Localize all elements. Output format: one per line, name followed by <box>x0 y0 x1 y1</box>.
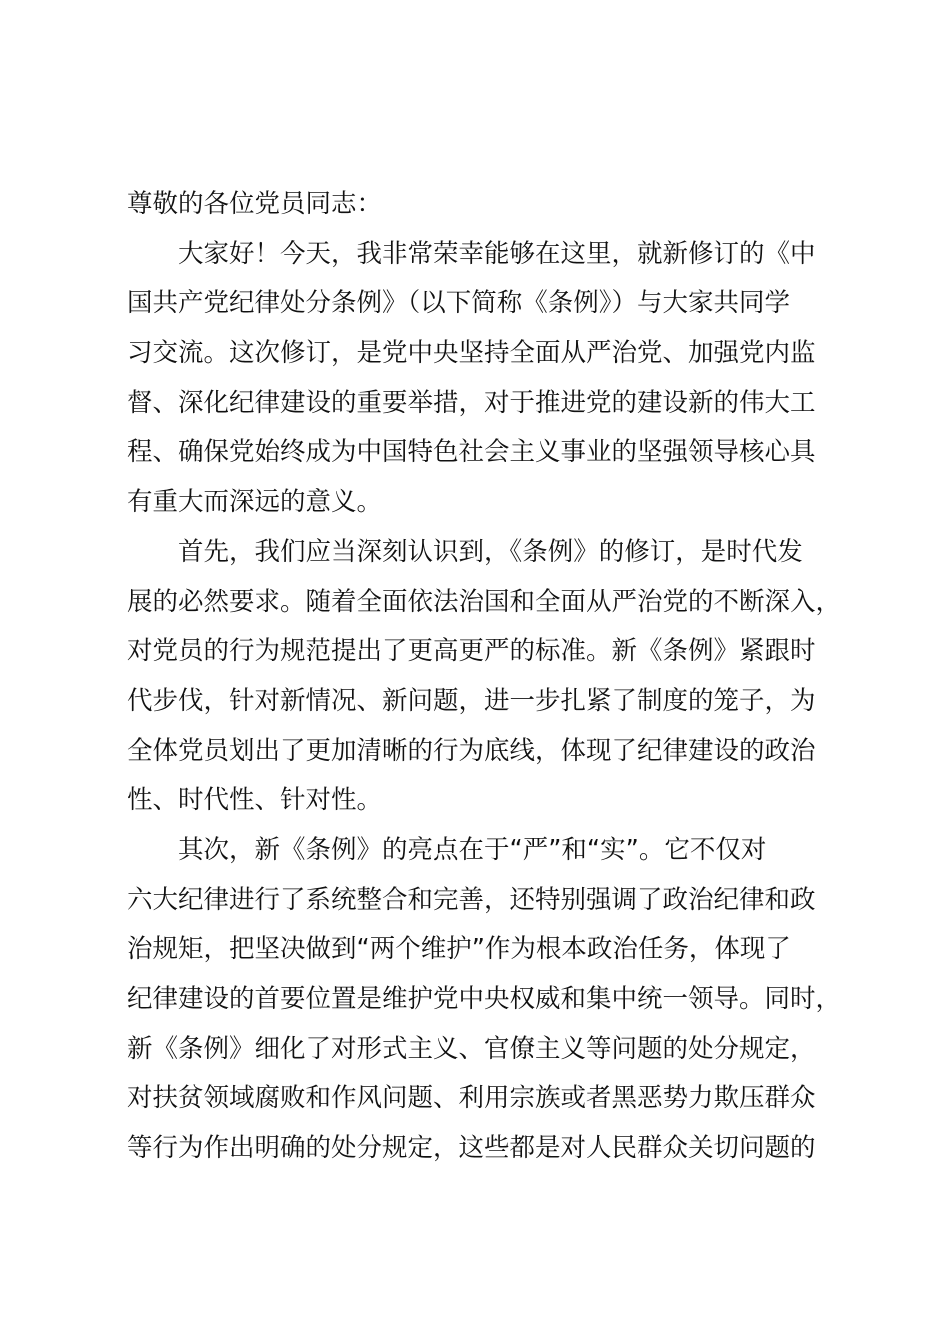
paragraph-line: 新《条例》细化了对形式主义、官僚主义等问题的处分规定， <box>127 1033 816 1064</box>
paragraph-line: 大家好！今天，我非常荣幸能够在这里，就新修订的《中 <box>178 238 816 269</box>
paragraph-2 <box>127 528 842 826</box>
paragraph-line: 其次，新《条例》的亮点在于“严”和“实”。它不仅对 <box>178 834 767 865</box>
paragraph-line: 有重大而深远的意义。 <box>127 487 383 518</box>
paragraph-line: 国共产党纪律处分条例》（以下简称《条例》）与大家共同学 <box>127 288 791 319</box>
salutation: 尊敬的各位党员同志： <box>127 189 383 219</box>
paragraph-1 <box>127 230 837 528</box>
paragraph-line: 代步伐，针对新情况、新问题，进一步扎紧了制度的笼子，为 <box>127 685 816 716</box>
paragraph-line: 首先，我们应当深刻认识到，《条例》的修订，是时代发 <box>178 536 803 567</box>
paragraph-line: 对党员的行为规范提出了更高更严的标准。新《条例》紧跟时 <box>127 636 816 667</box>
paragraph-line: 治规矩，把坚决做到“两个维护”作为根本政治任务，体现了 <box>127 934 791 965</box>
paragraph-line: 督、深化纪律建设的重要举措，对于推进党的建设新的伟大工 <box>127 387 816 418</box>
paragraph-line: 纪律建设的首要位置是维护党中央权威和集中统一领导。同时， <box>127 984 842 1014</box>
paragraph-line: 等行为作出明确的处分规定，这些都是对人民群众关切问题的 <box>127 1133 816 1164</box>
paragraph-line: 展的必然要求。随着全面依法治国和全面从严治党的不断深入， <box>127 586 842 617</box>
paragraph-line: 六大纪律进行了系统整合和完善，还特别强调了政治纪律和政 <box>127 884 816 915</box>
paragraph-line: 程、确保党始终成为中国特色社会主义事业的坚强领导核心具 <box>127 437 816 468</box>
paragraph-3 <box>127 826 842 1174</box>
paragraph-line: 习交流。这次修订，是党中央坚持全面从严治党、加强党内监 <box>127 338 816 369</box>
paragraph-line: 对扶贫领域腐败和作风问题、利用宗族或者黑恶势力欺压群众 <box>127 1083 816 1114</box>
paragraph-line: 全体党员划出了更加清晰的行为底线，体现了纪律建设的政治 <box>127 735 816 766</box>
speech-text <box>127 180 842 1174</box>
paragraph-line: 性、时代性、针对性。 <box>127 785 383 816</box>
